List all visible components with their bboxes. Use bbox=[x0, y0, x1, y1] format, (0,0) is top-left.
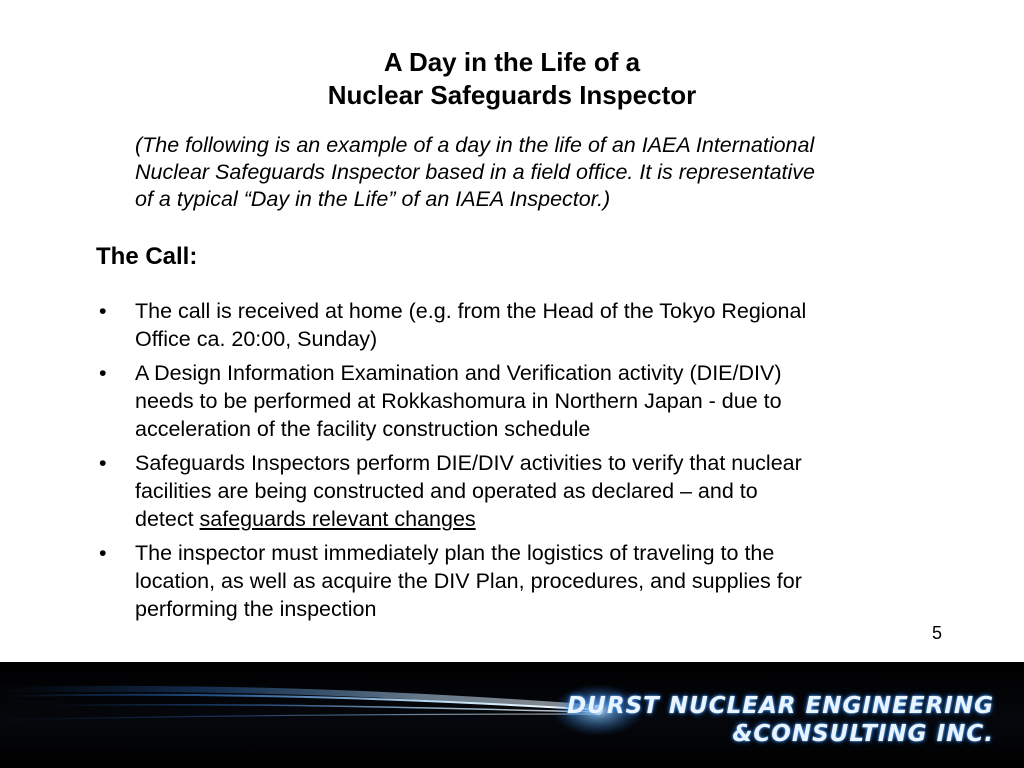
intro-line-2: Nuclear Safeguards Inspector based in a field office. It is representative bbox=[135, 160, 816, 184]
intro-line-3: of a typical “Day in the Life” of an IAEA Inspector.) bbox=[135, 187, 611, 211]
bullet-line: acceleration of the facility construction schedule bbox=[135, 417, 591, 441]
title-line-2: Nuclear Safeguards Inspector bbox=[327, 80, 697, 110]
bullet-line: facilities are being constructed and operated as declared – and to bbox=[135, 479, 758, 503]
logo-line-1: DURST NUCLEAR ENGINEERING bbox=[567, 693, 994, 719]
footer-band bbox=[0, 662, 1024, 768]
bullet-line: A Design Information Examination and Verification activity (DIE/DIV) bbox=[135, 361, 782, 385]
bullet-list bbox=[96, 297, 956, 629]
bullet-line: The call is received at home (e.g. from the Head of the Tokyo Regional bbox=[135, 299, 807, 323]
bullet-item bbox=[96, 539, 956, 623]
section-heading: The Call: bbox=[96, 243, 198, 270]
bullet-item bbox=[96, 297, 956, 353]
bullet-line: location, as well as acquire the DIV Plan, procedures, and supplies for bbox=[135, 569, 802, 593]
bullet-line: The inspector must immediately plan the logistics of traveling to the bbox=[135, 541, 775, 565]
title-line-1: A Day in the Life of a bbox=[383, 47, 641, 77]
bullet-item bbox=[96, 359, 956, 443]
safeguards-changes-link[interactable]: safeguards relevant changes bbox=[199, 507, 476, 531]
bullet-marker: • bbox=[99, 299, 107, 323]
intro-paragraph bbox=[135, 132, 955, 213]
bullet-marker: • bbox=[99, 361, 107, 385]
company-logo bbox=[567, 692, 994, 748]
bullet-line bbox=[135, 505, 956, 533]
bullet-line: Safeguards Inspectors perform DIE/DIV activities to verify that nuclear bbox=[135, 451, 802, 475]
intro-line-1: (The following is an example of a day in the life of an IAEA International bbox=[135, 133, 815, 157]
bullet-line: performing the inspection bbox=[135, 597, 377, 621]
slide-title bbox=[0, 46, 1024, 112]
page-number: 5 bbox=[931, 623, 942, 643]
bullet-line: Office ca. 20:00, Sunday) bbox=[135, 327, 378, 351]
bullet-item bbox=[96, 449, 956, 533]
bullet-marker: • bbox=[99, 451, 107, 475]
bullet-marker: • bbox=[99, 541, 107, 565]
bullet-line: needs to be performed at Rokkashomura in Northern Japan - due to bbox=[135, 389, 782, 413]
bullet-text: detect bbox=[135, 507, 200, 531]
logo-line-2: &CONSULTING INC. bbox=[732, 721, 994, 747]
